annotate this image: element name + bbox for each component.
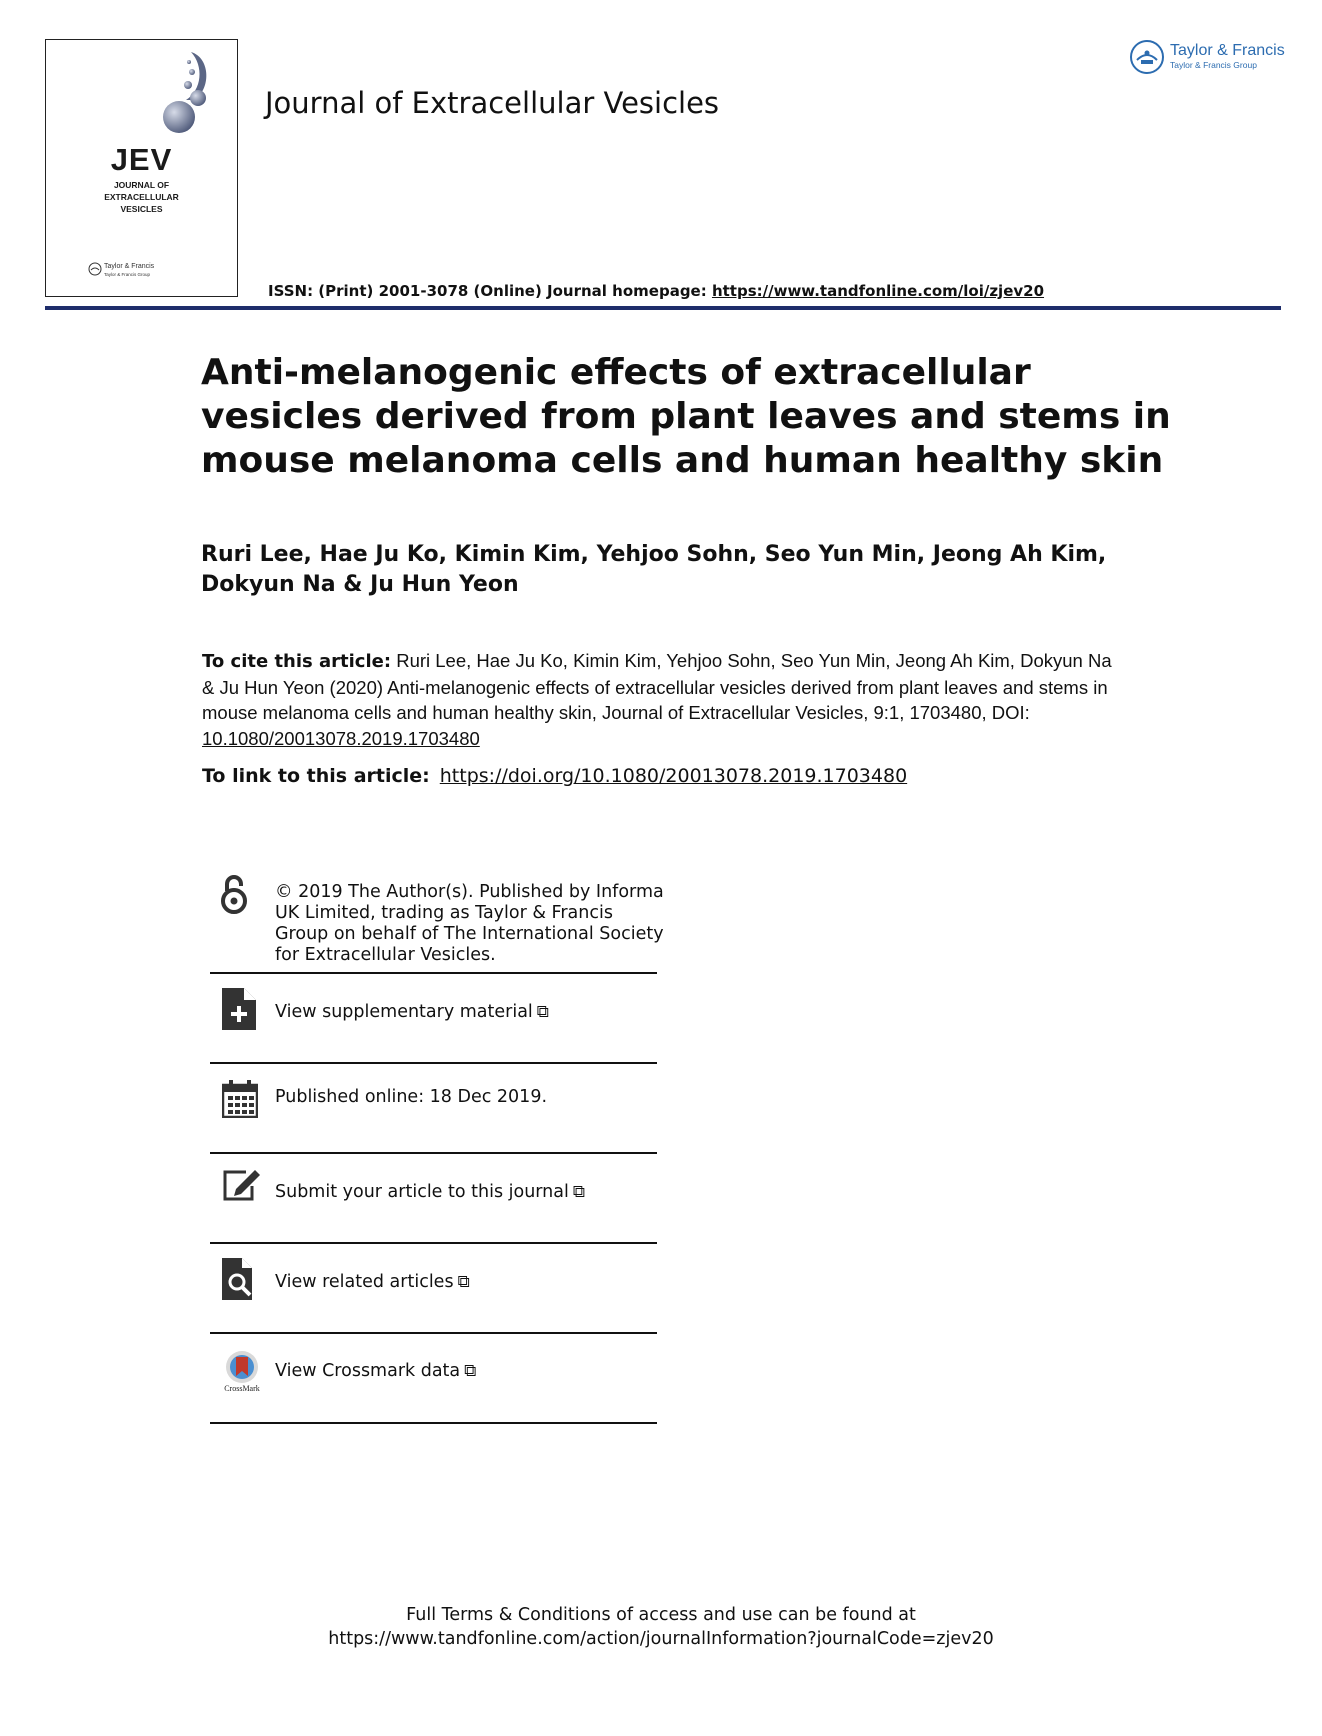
supplementary-label: View supplementary material (275, 1002, 533, 1022)
footer-terms-link[interactable]: https://www.tandfonline.com/action/journalInformation?journalCode=zjev20 (328, 1629, 994, 1649)
crossmark-label: View Crossmark data (275, 1361, 461, 1381)
divider (210, 1152, 657, 1154)
tf-logo-name: Taylor & Francis (1170, 42, 1285, 59)
related-label: View related articles (275, 1272, 454, 1292)
cite-doi-link[interactable]: 10.1080/20013078.2019.1703480 (202, 727, 480, 749)
external-link-icon: ⧉ (572, 1182, 586, 1202)
article-title: Anti-melanogenic effects of extracellular vesicles derived from plant leaves and stems in mouse melanoma cells and human healthy skin (201, 352, 1171, 481)
edit-icon (222, 1168, 262, 1202)
issn-line (268, 282, 1044, 300)
link-line (202, 765, 907, 787)
tf-logo-group: Taylor & Francis Group (1170, 60, 1257, 70)
cover-publisher: Taylor & Francis Taylor & Francis Group (104, 263, 155, 277)
divider (210, 1242, 657, 1244)
cite-label: To cite this article: (202, 651, 392, 672)
related-articles-link[interactable] (275, 1272, 470, 1293)
cover-abbrev: JEV (110, 142, 173, 177)
issn-text: ISSN: (Print) 2001-3078 (Online) Journal homepage: (268, 282, 712, 300)
file-add-icon (222, 988, 256, 1030)
document-search-icon (222, 1258, 258, 1300)
header-rule (45, 306, 1281, 310)
cover-tf-icon (88, 262, 102, 276)
submit-label: Submit your article to this journal (275, 1182, 569, 1202)
cover-journal-name: JOURNAL OF EXTRACELLULAR VESICLES (104, 180, 179, 214)
open-access-icon (219, 873, 249, 915)
divider (210, 972, 657, 974)
crossmark-link[interactable] (275, 1361, 476, 1382)
external-link-icon: ⧉ (464, 1361, 477, 1381)
tf-logo-icon (1128, 38, 1166, 76)
footer-line-1: Full Terms & Conditions of access and use can be found at (406, 1605, 916, 1625)
external-link-icon: ⧉ (457, 1272, 470, 1292)
journal-cover (45, 39, 238, 297)
journal-homepage-link[interactable]: https://www.tandfonline.com/loi/zjev20 (711, 282, 1045, 300)
calendar-icon (222, 1080, 258, 1118)
license-text: © 2019 The Author(s). Published by Informa UK Limited, trading as Taylor & Francis Group on behalf of The International Society for Extracellular Vesicles. (275, 882, 664, 965)
divider (210, 1422, 657, 1424)
link-label: To link to this article: (202, 765, 430, 787)
citation-block (202, 648, 1122, 751)
divider (210, 1332, 657, 1334)
supplementary-link[interactable] (275, 1002, 549, 1023)
jev-logo-icon (46, 40, 239, 140)
journal-title: Journal of Extracellular Vesicles (265, 86, 720, 120)
external-link-icon: ⧉ (536, 1002, 549, 1022)
article-authors: Ruri Lee, Hae Ju Ko, Kimin Kim, Yehjoo Sohn, Seo Yun Min, Jeong Ah Kim, Dokyun Na & Ju Hun Yeon (201, 542, 1107, 597)
divider (210, 1062, 657, 1064)
crossmark-icon-label: CrossMark (224, 1384, 260, 1393)
cite-text: Ruri Lee, Hae Ju Ko, Kimin Kim, Yehjoo Sohn, Seo Yun Min, Jeong Ah Kim, Dokyun Na & Ju Hun Yeon (2020) Anti-melanogenic effects of extracellular vesicles derived from plant leaves and stems in mouse melanoma cells and human healthy skin, Journal of Extracellular Vesicles, 9:1, 1703480, DOI: (202, 650, 1112, 723)
submit-article-link[interactable] (275, 1182, 585, 1203)
article-doi-link[interactable]: https://doi.org/10.1080/20013078.2019.1703480 (439, 765, 908, 787)
published-date: Published online: 18 Dec 2019. (275, 1087, 548, 1107)
terms-footer (0, 1603, 1322, 1651)
